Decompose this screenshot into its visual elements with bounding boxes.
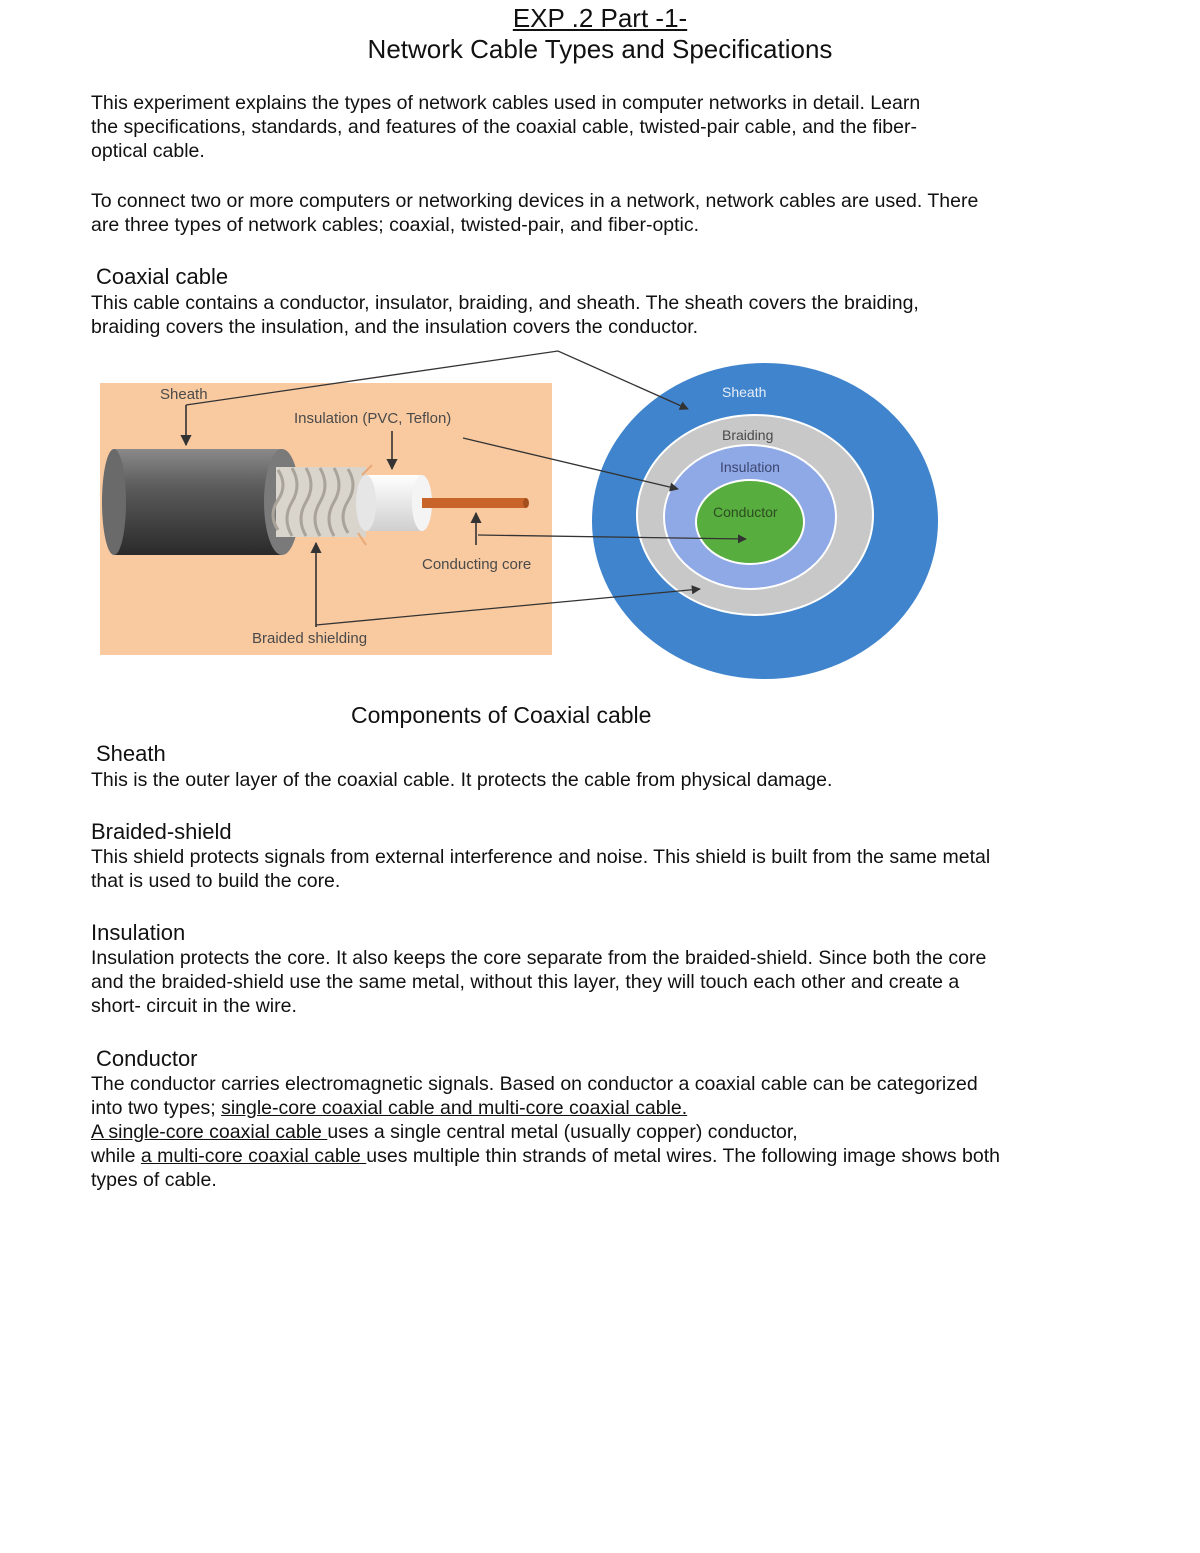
insulation-paragraph [91, 946, 986, 1018]
insulation-heading: Insulation [91, 920, 186, 945]
coaxial-cable-diagram [96, 345, 946, 685]
label-insulation-ring: Insulation [720, 459, 780, 475]
conductor-line [91, 1144, 1000, 1168]
label-sheath-ring: Sheath [722, 384, 767, 400]
cross-section-diagram [592, 363, 938, 679]
intro-p2-line: are three types of network cables; coaxial, twisted-pair, and fiber-optic. [91, 214, 700, 236]
label-insulation-left: Insulation (PVC, Teflon) [294, 410, 452, 427]
conductor-text: uses multiple thin strands of metal wires. The following image shows both [366, 1145, 1000, 1167]
label-conductor-ring: Conductor [713, 504, 778, 520]
page-title-line1: EXP .2 Part -1- [512, 3, 688, 33]
intro-p1-line: This experiment explains the types of network cables used in computer networks in detail. Learn [91, 92, 921, 114]
conductor-line [91, 1120, 1000, 1144]
insulation-line: Insulation protects the core. It also keeps the core separate from the braided-shield. Since both the core [91, 947, 987, 969]
conductor-underlined-text: a multi-core coaxial cable [140, 1145, 367, 1167]
label-sheath-left: Sheath [160, 386, 208, 403]
conductor-heading: Conductor [96, 1046, 198, 1071]
braided-line: This shield protects signals from external interference and noise. This shield is built from the same metal [91, 846, 991, 868]
intro-paragraph-1 [91, 91, 920, 163]
conductor-paragraph [91, 1072, 1000, 1192]
conductor-underlined-text: single-core coaxial cable and multi-core coaxial cable. [221, 1097, 688, 1119]
conductor-text: uses a single central metal (usually copper) conductor, [327, 1121, 798, 1143]
intro-p1-line: the specifications, standards, and features of the coaxial cable, twisted-pair cable, and the fiber- [91, 116, 917, 138]
conductor-underlined-text: A [91, 1121, 103, 1143]
braided-shield-heading: Braided-shield [91, 819, 232, 844]
insulation-line: short- circuit in the wire. [91, 995, 297, 1017]
braided-shield-paragraph [91, 845, 990, 893]
conductor-line [91, 1096, 1000, 1120]
coaxial-line: braiding covers the insulation, and the insulation covers the conductor. [91, 316, 699, 338]
coaxial-paragraph [91, 291, 919, 339]
sheath-paragraph: This is the outer layer of the coaxial cable. It protects the cable from physical damage. [91, 769, 833, 791]
coaxial-line: This cable contains a conductor, insulator, braiding, and sheath. The sheath covers the braiding, [91, 292, 919, 314]
braided-line: that is used to build the core. [91, 870, 341, 892]
label-braided-shielding: Braided shielding [252, 630, 368, 647]
conductor-underlined-text: single-core coaxial cable [102, 1121, 328, 1143]
conductor-text: while [91, 1145, 141, 1167]
insulation-line: and the braided-shield use the same metal, without this layer, they will touch each other and create a [91, 971, 960, 993]
intro-p1-line: optical cable. [91, 140, 205, 162]
intro-paragraph-2 [91, 189, 978, 237]
conductor-line: types of cable. [91, 1169, 217, 1191]
conductor-line: The conductor carries electromagnetic signals. Based on conductor a coaxial cable can be categorized [91, 1073, 978, 1095]
coaxial-heading: Coaxial cable [96, 264, 229, 289]
label-conducting-core: Conducting core [422, 556, 532, 573]
figure-caption: Components of Coaxial cable [351, 702, 652, 728]
sheath-heading: Sheath [96, 741, 166, 766]
conductor-text: into two types; [91, 1097, 222, 1119]
intro-p2-line: To connect two or more computers or networking devices in a network, network cables are used. There [91, 190, 979, 212]
label-braiding-ring: Braiding [722, 427, 774, 443]
page-title-line2: Network Cable Types and Specifications [367, 34, 833, 64]
